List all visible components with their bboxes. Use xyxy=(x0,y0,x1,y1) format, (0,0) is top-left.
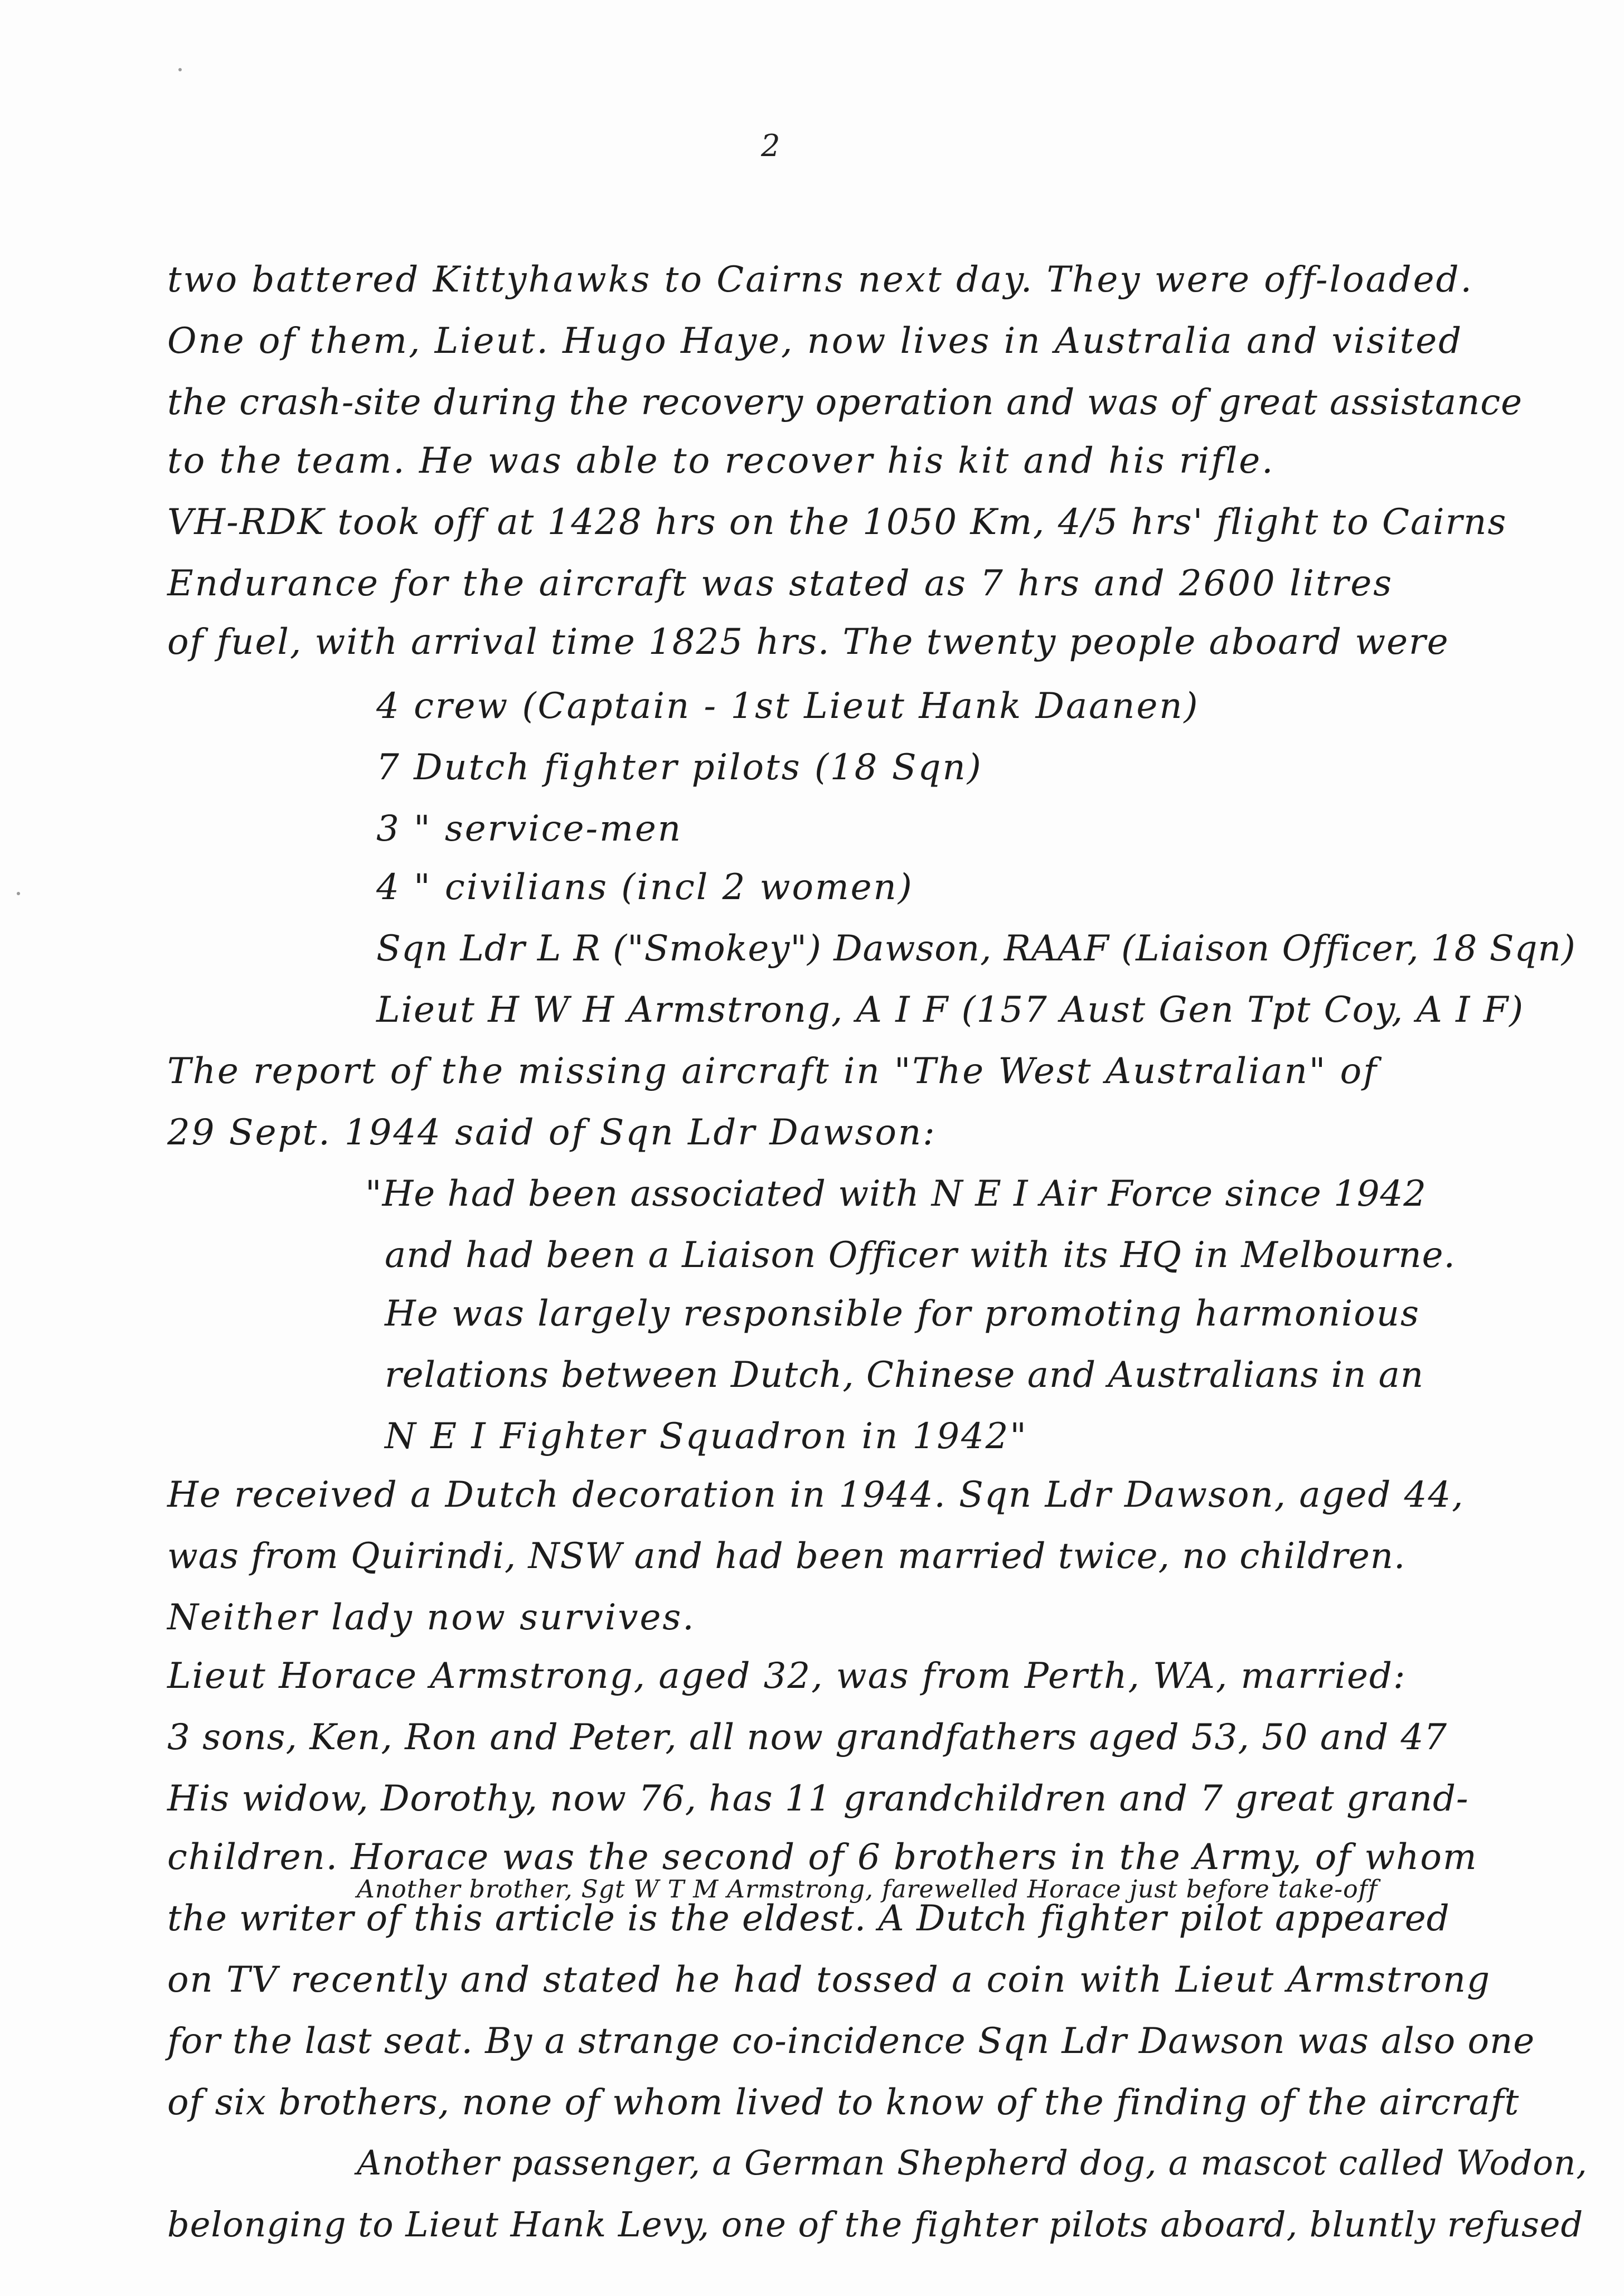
text-line: 7 Dutch fighter pilots (18 Sqn) xyxy=(376,747,983,788)
paragraph-start-line: Another passenger, a German Shepherd dog, a mascot called Wodon, xyxy=(357,2143,1588,2183)
text-line: the crash-site during the recovery operation and was of great assistance xyxy=(167,382,1523,423)
text-line: His widow, Dorothy, now 76, has 11 grandchildren and 7 great grand- xyxy=(167,1778,1469,1819)
scan-speck xyxy=(17,892,20,895)
text-line: Lieut Horace Armstrong, aged 32, was from Perth, WA, married: xyxy=(167,1656,1407,1697)
page-number: 2 xyxy=(761,128,781,163)
text-line: belonging to Lieut Hank Levy, one of the fighter pilots aboard, bluntly refused xyxy=(167,2204,1584,2245)
text-line: children. Horace was the second of 6 brothers in the Army, of whom xyxy=(167,1837,1478,1878)
inserted-line: Another brother, Sgt W T M Armstrong, farewelled Horace just before take-off xyxy=(357,1875,1378,1904)
text-line: 3 sons, Ken, Ron and Peter, all now grandfathers aged 53, 50 and 47 xyxy=(167,1717,1447,1758)
scan-speck xyxy=(178,68,182,71)
text-line: 29 Sept. 1944 said of Sqn Ldr Dawson: xyxy=(167,1112,937,1153)
text-line: He received a Dutch decoration in 1944. Sqn Ldr Dawson, aged 44, xyxy=(167,1474,1465,1516)
text-line: the writer of this article is the eldest. A Dutch fighter pilot appeared xyxy=(167,1898,1450,1939)
text-line: for the last seat. By a strange co-incidence Sqn Ldr Dawson was also one xyxy=(167,2021,1535,2062)
text-line: Sqn Ldr L R ("Smokey") Dawson, RAAF (Liaison Officer, 18 Sqn) xyxy=(376,928,1576,969)
text-line: VH-RDK took off at 1428 hrs on the 1050 Km, 4/5 hrs' flight to Cairns xyxy=(167,502,1507,543)
text-line: Neither lady now survives. xyxy=(167,1597,696,1638)
text-line: Endurance for the aircraft was stated as 7 hrs and 2600 litres xyxy=(167,563,1394,604)
text-line: 4 " civilians (incl 2 women) xyxy=(376,867,914,908)
text-line: 4 crew (Captain - 1st Lieut Hank Daanen) xyxy=(376,686,1200,727)
text-line: to the team. He was able to recover his kit and his rifle. xyxy=(167,440,1275,482)
quote-line: "He had been associated with N E I Air Force since 1942 xyxy=(365,1173,1427,1215)
text-line: of six brothers, none of whom lived to know of the finding of the aircraft xyxy=(167,2082,1520,2123)
text-line: of fuel, with arrival time 1825 hrs. The twenty people aboard were xyxy=(167,622,1450,663)
text-line: Lieut H W H Armstrong, A I F (157 Aust Gen Tpt Coy, A I F) xyxy=(376,989,1525,1031)
text-line: was from Quirindi, NSW and had been married twice, no children. xyxy=(167,1536,1406,1577)
quote-line: relations between Dutch, Chinese and Australians in an xyxy=(385,1355,1424,1396)
quote-line: He was largely responsible for promoting harmonious xyxy=(385,1293,1420,1334)
text-line: two battered Kittyhawks to Cairns next day. They were off-loaded. xyxy=(167,259,1473,300)
text-line: on TV recently and stated he had tossed a coin with Lieut Armstrong xyxy=(167,1959,1491,2001)
quote-line: N E I Fighter Squadron in 1942" xyxy=(385,1416,1028,1457)
text-line: 3 " service-men xyxy=(376,808,682,850)
text-line: The report of the missing aircraft in "The West Australian" of xyxy=(167,1051,1378,1092)
quote-line: and had been a Liaison Officer with its HQ in Melbourne. xyxy=(385,1235,1456,1276)
text-line: One of them, Lieut. Hugo Haye, now lives in Australia and visited xyxy=(167,321,1463,362)
